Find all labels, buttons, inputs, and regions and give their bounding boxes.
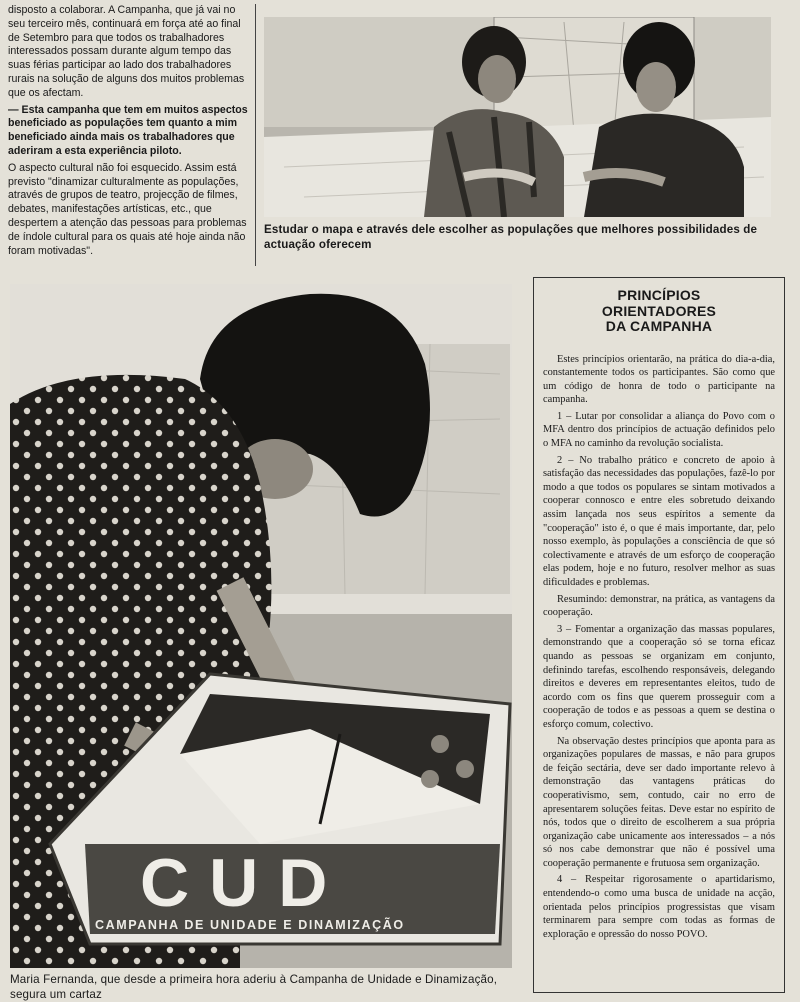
poster-text: CAMPANHA DE UNIDADE E DINAMIZAÇÃO xyxy=(95,918,405,932)
sidebar-title-line-2: ORIENTADORES xyxy=(601,302,717,319)
column-divider xyxy=(255,4,256,266)
top-photo xyxy=(264,17,771,217)
sidebar-intro: Estes princípios orientarão, na prática do dia-a-dia, constantemente todos os participantes. São como que um código de honra de todo o participante na campanha. xyxy=(543,353,775,406)
top-photo-caption: Estudar o mapa e através dele escolher as populações que melhores possibilidades de actuação oferecem xyxy=(264,223,758,251)
main-photo-caption: Maria Fernanda, que desde a primeira hora aderiu à Campanha de Unidade e Dinamização, segura um cartaz xyxy=(10,973,498,1001)
left-text-column xyxy=(8,4,252,261)
sidebar-title xyxy=(543,288,775,335)
left-paragraph-1: disposto a colaborar. A Campanha, que já vai no seu terceiro mês, continuará em força até ao final de Setembro para que todos os trabalhadores interessados possam durante algum tempo das suas férias participar ao lado dos trabalhadores rurais na solução de alguns dos muitos problemas que os afectam. xyxy=(8,4,245,99)
main-photo xyxy=(10,284,512,968)
sidebar-title-line-3: DA CAMPANHA xyxy=(605,318,713,334)
principle-1: 1 – Lutar por consolidar a aliança do Povo com o MFA dentro dos princípios de actuação definidos pelo o MFA no caminho da revolução socialista. xyxy=(543,410,775,450)
principle-observation: Na observação destes princípios que aponta para as organizações populares de massas, e não para grupos de feição sectária, deve ser dado importante relevo à demonstração das vantagens práticas do cooperativismo, sem, contudo, cair no erro de apresentarem soluções feitas. Deve estar no espírito de nós, todos que o direito de escolherem a sua própria organização cabe unicamente aos interessados – a nós só nos cabe demonstrar que não é possível uma cooperação permanente e frutuosa sem organização. xyxy=(543,735,775,869)
top-photo-illustration xyxy=(264,17,771,217)
principle-2: 2 – No trabalho prático e concreto de apoio à satisfação das necessidades das populações, fazê-lo por modo a que todos os populares se sintam motivados a cooperar connosco e entre eles sobretudo deixando assim lançada nos seus espíritos a semente da "cooperação" isto é, o que é mais importante, dar, pelo nosso exemplo, às populações a consciência de que só colectivamente e através de um esforço de cooperação elas podem, hoje e no futuro, resolver melhor as suas dificuldades e problemas. xyxy=(543,454,775,588)
principle-summary: Resumindo: demonstrar, na prática, as vantagens da cooperação. xyxy=(543,593,775,619)
left-paragraph-3: O aspecto cultural não foi esquecido. Assim está previsto "dinamizar culturalmente as populações, através de grupos de teatro, projecção de filmes, debates, manifestações artísticas, etc., que despertem a atenção das pessoas para problemas de índole cultural para os quais até hoje ainda não foram motivadas". xyxy=(8,161,247,257)
principle-3: 3 – Fomentar a organização das massas populares, demonstrando que a cooperação só se torna eficaz quando as pessoas se organizam em conjunto, definindo tarefas, escolhendo responsáveis, delegando direitos e deveres em representantes eleitos, tudo de acordo com os fins que querem prosseguir com a cooperação de todos e as pessoas a quem se destina o esforço comum, colectivo. xyxy=(543,623,775,730)
poster-logo: CUD xyxy=(140,845,348,921)
principle-4: 4 – Respeitar rigorosamente o apartidarismo, entendendo-o como uma busca de unidade na acção, orientada pelos princípios progressistas que visam terminarem para sempre com todas as formas de exploração e opressão do nosso POVO. xyxy=(543,874,775,940)
left-paragraph-2: — Esta campanha que tem em muitos aspectos beneficiado as populações tem quanto a mim beneficiado ainda mais os trabalhadores que aderiram a esta experiência piloto. xyxy=(8,103,248,157)
sidebar-title-line-1: PRINCÍPIOS xyxy=(617,287,701,303)
main-photo-illustration xyxy=(10,284,512,968)
principles-sidebar xyxy=(533,277,785,993)
